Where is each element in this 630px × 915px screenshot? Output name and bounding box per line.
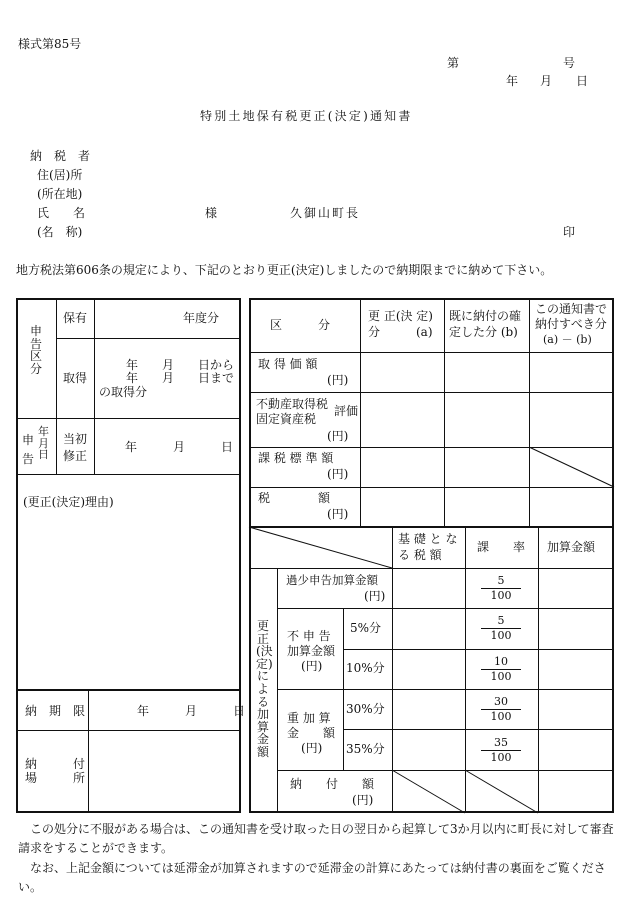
row-valuation-side: 評価	[334, 404, 359, 418]
issuer-name: 久御山町長	[290, 206, 361, 220]
non-declaration-unit: (円)	[301, 659, 323, 673]
row-tax-base: 課 税 標 準 額	[258, 451, 334, 465]
reason-label: (更正(決定)理由)	[23, 495, 114, 509]
acquisition-from: 年 月 日から	[126, 358, 235, 372]
payment-place-label-2: 場 所	[25, 771, 86, 785]
date-day: 日	[576, 74, 589, 88]
heavy-surcharge-label: 重 加 算	[287, 711, 331, 725]
row-valuation-unit: (円)	[327, 429, 349, 443]
taxpayer-heading: 納 税 者	[30, 149, 91, 163]
col-a-header-2: 分 (a)	[368, 325, 433, 339]
pct-10-label: 10%分	[346, 661, 385, 675]
rate-header: 課 率	[477, 540, 526, 554]
col-c-header-3: (a) － (b)	[543, 333, 592, 346]
date-year: 年	[506, 74, 519, 88]
corp-name-label: (名 称)	[37, 225, 83, 239]
name-label: 氏 名	[37, 206, 86, 220]
doc-number-prefix: 第	[447, 56, 460, 70]
footer-appeal-notice: この処分に不服がある場合は、この通知書を受け取った日の翌日から起算して3か月以内に町長に対して審査	[30, 822, 614, 836]
payment-amount-unit: (円)	[352, 793, 374, 807]
declaration-date-value: 年 月 日	[125, 440, 234, 454]
address-label: 住(居)所	[37, 168, 83, 182]
base-tax-header: 基 礎 と な	[398, 532, 458, 546]
amended-label: 修正	[63, 449, 88, 463]
under-declaration-unit: (円)	[364, 589, 386, 603]
seal-mark: 印	[563, 225, 576, 239]
row-acquisition-price: 取 得 価 額	[258, 357, 318, 371]
pct-30-label: 30%分	[346, 702, 385, 716]
original-label: 当初	[63, 432, 88, 446]
doc-number-suffix: 号	[563, 56, 576, 70]
rate-fraction: $\frac{30}{100}$	[481, 695, 521, 723]
pct-35-label: 35%分	[346, 742, 385, 756]
rate-fraction: $\frac{35}{100}$	[481, 736, 521, 764]
location-label: (所在地)	[37, 187, 83, 201]
honorific: 様	[205, 206, 218, 220]
row-tax-amount-unit: (円)	[327, 507, 349, 521]
declaration-date-label-left: 申告	[22, 433, 35, 467]
acquisition-suffix: の取得分	[99, 385, 148, 399]
acquisition-to: 年 月 日まで	[126, 371, 235, 385]
fiscal-year-label: 年度分	[183, 311, 220, 325]
footer-delinquency-notice: なお、上記金額については延滞金が加算されますので延滞金の計算にあたっては納付書の裏面をご覧くださ	[30, 861, 606, 875]
declaration-date-label-right: 年月日	[38, 425, 49, 462]
declaration-type-label: 申告区分	[29, 324, 42, 376]
row-valuation-1: 不動産取得税	[256, 397, 329, 411]
col-c-header-2: 納付すべき分	[535, 317, 607, 331]
category-header: 区 分	[270, 318, 331, 332]
intro-text: 地方税法第606条の規定により、下記のとおり更正(決定)しましたので納期限までに納めて下さい。	[16, 263, 553, 277]
due-date-label: 納 期 限	[25, 704, 86, 718]
surcharge-header: 加算金額	[547, 540, 596, 554]
acquisition-label: 取得	[62, 371, 87, 385]
holding-label: 保有	[62, 311, 87, 325]
non-declaration-label: 不 申 告	[287, 629, 331, 643]
under-declaration-label: 過少申告加算金額	[286, 573, 378, 587]
form-number: 様式第85号	[18, 37, 82, 51]
footer-appeal-notice-2: 請求をすることができます。	[18, 841, 174, 855]
row-tax-base-unit: (円)	[327, 467, 349, 481]
due-date-value: 年 月 日	[137, 704, 246, 718]
row-tax-amount: 税 額	[258, 491, 331, 505]
pct-5-label: 5%分	[350, 621, 382, 635]
footer-delinquency-notice-2: い。	[18, 880, 43, 894]
row-valuation-1b: 固定資産税	[256, 412, 317, 426]
heavy-surcharge-unit: (円)	[301, 741, 323, 755]
row-acquisition-price-unit: (円)	[327, 373, 349, 387]
col-c-header: この通知書で	[535, 302, 608, 316]
col-a-header: 更 正(決 定)	[368, 309, 433, 323]
date-month: 月	[540, 74, 553, 88]
non-declaration-label-2: 加算金額	[287, 644, 336, 658]
surcharge-vertical-label: 更正(決定)による加算金額	[256, 619, 273, 759]
col-b-header: 既に納付の確	[449, 309, 522, 323]
payment-place-label: 納 付	[25, 757, 86, 771]
payment-amount-label: 納 付 額	[290, 777, 375, 791]
page-title: 特別土地保有税更正(決定)通知書	[200, 109, 413, 123]
rate-fraction: $\frac{10}{100}$	[481, 655, 521, 683]
rate-fraction: $\frac{5}{100}$	[481, 614, 521, 642]
col-b-header-2: 定した分 (b)	[449, 325, 518, 339]
base-tax-header-2: る 税 額	[398, 548, 442, 562]
rate-fraction: $\frac{5}{100}$	[481, 574, 521, 602]
heavy-surcharge-label-2: 金 額	[287, 726, 336, 740]
